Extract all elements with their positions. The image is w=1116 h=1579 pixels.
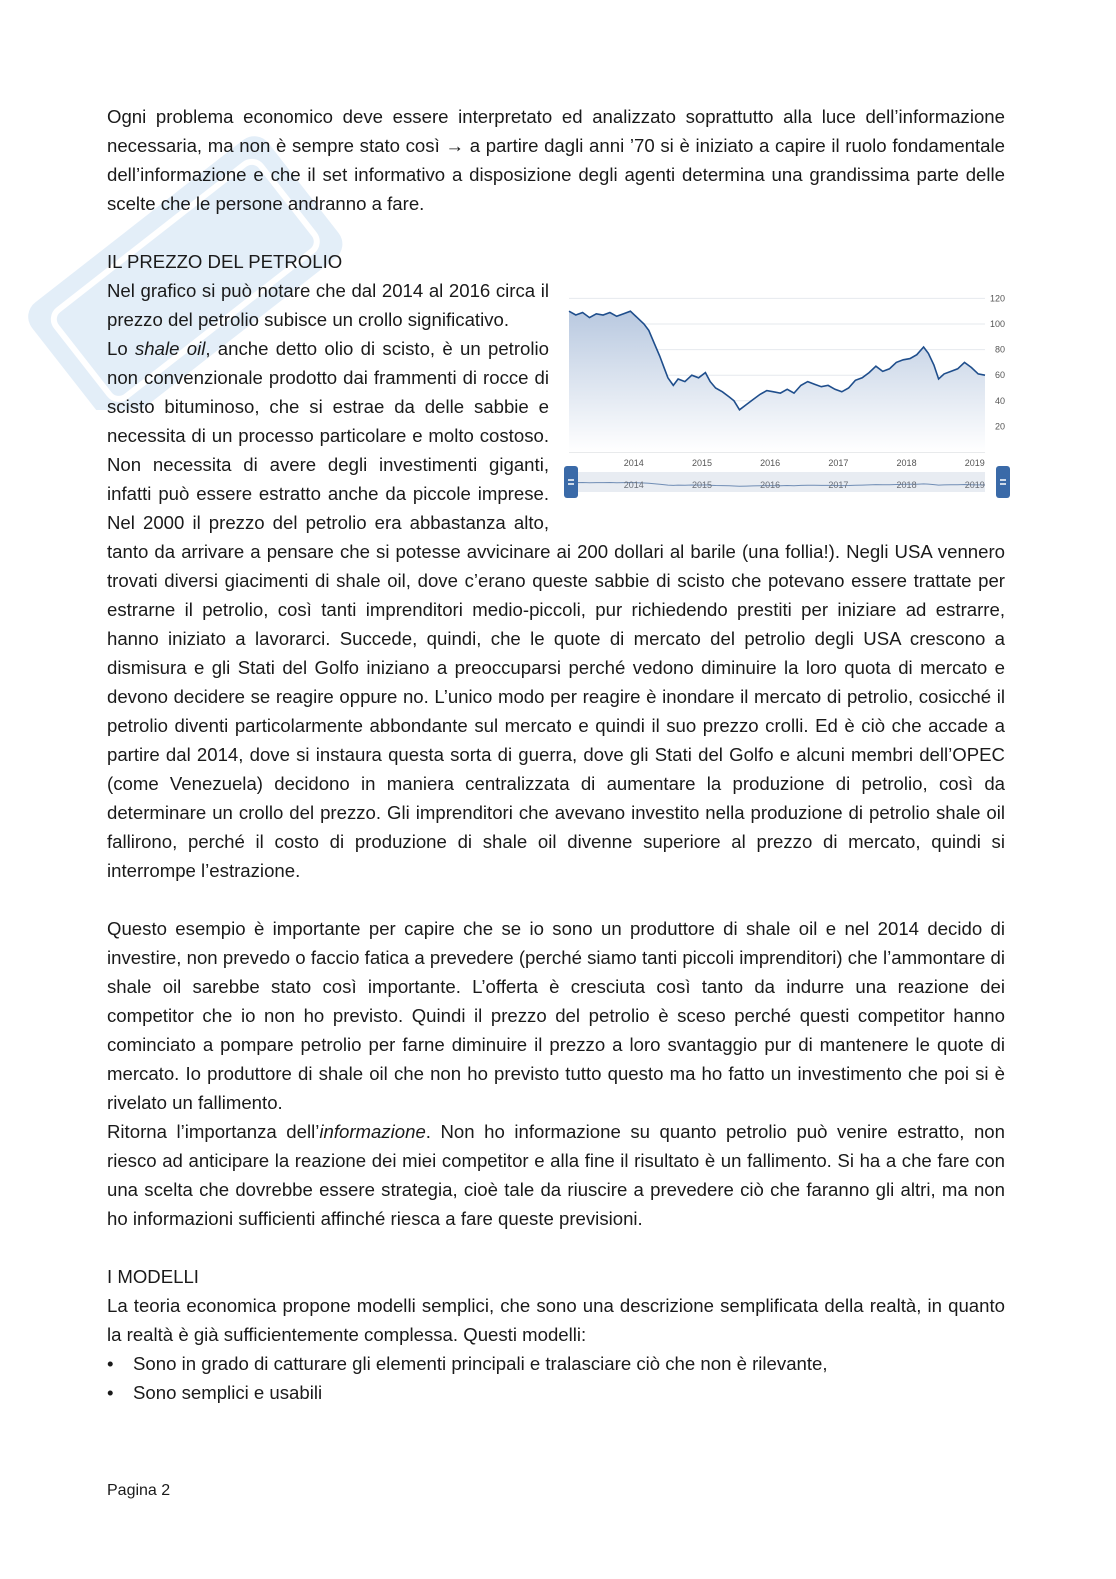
info-text-start: Ritorna l’importanza dell’ [107, 1121, 320, 1142]
handle-grip [564, 466, 578, 498]
informazione-term: informazione [319, 1121, 426, 1142]
navigator-label: 2014 [623, 480, 644, 490]
intro-paragraph [107, 102, 1005, 218]
navigator-right-handle[interactable] [996, 466, 1010, 498]
list-item [107, 1349, 1005, 1378]
shale-text-end: , anche detto olio di scisto, è un petrolio non convenzionale prodotto dai frammenti di rocce di scisto bituminoso, che si estrae da delle sabbie e necessita di un processo particolare e molto costoso. Non necessita di avere degli investimenti giganti, infatti può essere estratto anche da piccole imprese. Nel 2000 il prezzo del petrolio era abbastanza alto, tanto da arrivare a pensare che si potesse avvicinare ai 200 dollari al barile (una follia!). Negli USA vennero trovati diversi giacimenti di shale oil, dove c’erano queste sabbie di scisto che potevano essere trattate per estrarne il petrolio, così tanti imprenditori medio-piccoli, pur richiedendo prestiti per iniziare ad estrarre, hanno iniziato a lavorarci. Succede, quindi, che le quote di mercato del petrolio degli USA crescono a dismisura e gli Stati del Golfo iniziano a preoccuparsi perché vedono diminuire la loro quota di mercato e devono decidere se reagire oppure no. L’unico modo per reagire è inondare il mercato di petrolio, cosicché il petrolio diventi particolarmente abbondante sul mercato e quindi il suo prezzo crolli. Ed è ciò che accade a partire dal 2014, dove si instaura questa sorta di guerra, dove gli Stati del Golfo e alcuni membri dell’OPEC (come Venezuela) decidono in maniera centralizzata di aumentare la produzione di petrolio, così da determinare un crollo del prezzo. Gli imprenditori che avevano investito nella produzione di petrolio shale oil fallirono, perché il costo di produzione di shale oil divenne superiore al prezzo di mercato, quindi si interrompe l’estrazione. [107, 338, 1005, 881]
shale-text-start: Lo [107, 338, 135, 359]
page-number: Pagina 2 [107, 1482, 171, 1499]
navigator-label: 2016 [760, 480, 781, 490]
section1-paragraph-1: Nel grafico si può notare che dal 2014 al 2016 circa il prezzo del petrolio subisce un crollo significativo. [107, 280, 549, 330]
y-tick-label: 60 [994, 370, 1005, 381]
oil-price-chart [563, 282, 1013, 507]
section2-paragraph-1: Questo esempio è importante per capire che se io sono un produttore di shale oil e nel 2014 decido di investire, non prevedo o faccio fatica a prevedere (perché siamo tanti piccoli imprenditori) che l’ammontare di shale oil sarebbe stato così importante. L’offerta è cresciuta così tanto da indurre una reazione dei competitor che io non ho previsto. Quindi il prezzo del petrolio è sceso perché questi competitor hanno cominciato a pompare petrolio per farne diminuire il prezzo a loro svantaggio pur di mantenere le quote di mercato. Io produttore di shale oil che non ho previsto tutto questo ma ho fatto un investimento che poi si è rivelato un fallimento. [107, 918, 1005, 1113]
arrow-symbol: → [445, 135, 465, 156]
intro-text-end: a partire dagli anni ’70 si è iniziato a capire il ruolo fondamentale dell’informazione e che il set informativo a disposizione degli agenti determina una grandissima parte delle scelte che le persone andranno a fare. [107, 135, 1005, 214]
spacer [107, 218, 1005, 247]
bullet-icon: • [107, 1353, 114, 1374]
handle-grip [996, 466, 1010, 498]
shale-oil-term: shale oil [134, 338, 206, 359]
x-tick-label: 2014 [623, 458, 644, 468]
navigator-label: 2018 [896, 480, 917, 490]
y-tick-label: 80 [994, 344, 1005, 355]
intro-text-start: Ogni problema economico deve essere interpretato ed analizzato soprattutto alla luce dell’informazione necessaria, ma non è sempre stato così [107, 106, 1005, 156]
y-tick-label: 40 [994, 395, 1005, 406]
x-tick-label: 2017 [828, 458, 849, 468]
list-item-text: Sono in grado di catturare gli elementi principali e tralasciare ciò che non è rilevante, [133, 1353, 828, 1374]
oil-price-chart-svg [563, 282, 1013, 507]
section2-paragraph-2 [107, 1117, 1005, 1233]
navigator-left-handle[interactable] [564, 466, 578, 498]
models-bullet-list [107, 1349, 1005, 1407]
section3-paragraph-1: La teoria economica propone modelli semplici, che sono una descrizione semplificata della realtà, in quanto la realtà è già sufficientemente complessa. Questi modelli: [107, 1295, 1005, 1345]
spacer [107, 885, 1005, 914]
x-tick-label: 2015 [691, 458, 712, 468]
price-area-fill [569, 311, 985, 452]
navigator-label: 2019 [964, 480, 985, 490]
x-tick-label: 2016 [760, 458, 781, 468]
x-tick-label: 2018 [896, 458, 917, 468]
list-item-text: Sono semplici e usabili [133, 1382, 323, 1403]
x-tick-label: 2019 [964, 458, 985, 468]
y-tick-label: 100 [989, 319, 1005, 329]
bullet-icon: • [107, 1382, 114, 1403]
list-item [107, 1378, 1005, 1407]
info-text-end: . Non ho informazione su quanto petrolio può venire estratto, non riesco ad anticipare la reazione dei miei competitor e alla fine il risultato è un fallimento. Si ha a che fare con una scelta che dovrebbe essere strategia, cioè tale da riuscire a prevedere ciò che faranno gli altri, ma non ho informazioni sufficienti affinché riesca a fare queste previsioni. [107, 1121, 1005, 1229]
y-tick-label: 20 [994, 421, 1005, 432]
navigator-label: 2015 [691, 480, 712, 490]
spacer [107, 1233, 1005, 1262]
section-heading-oil-price: IL PREZZO DEL PETROLIO [107, 251, 343, 272]
document-page [107, 102, 1005, 1407]
y-tick-label: 120 [989, 293, 1005, 304]
navigator-label: 2017 [828, 480, 849, 490]
section-heading-models: I MODELLI [107, 1266, 199, 1287]
